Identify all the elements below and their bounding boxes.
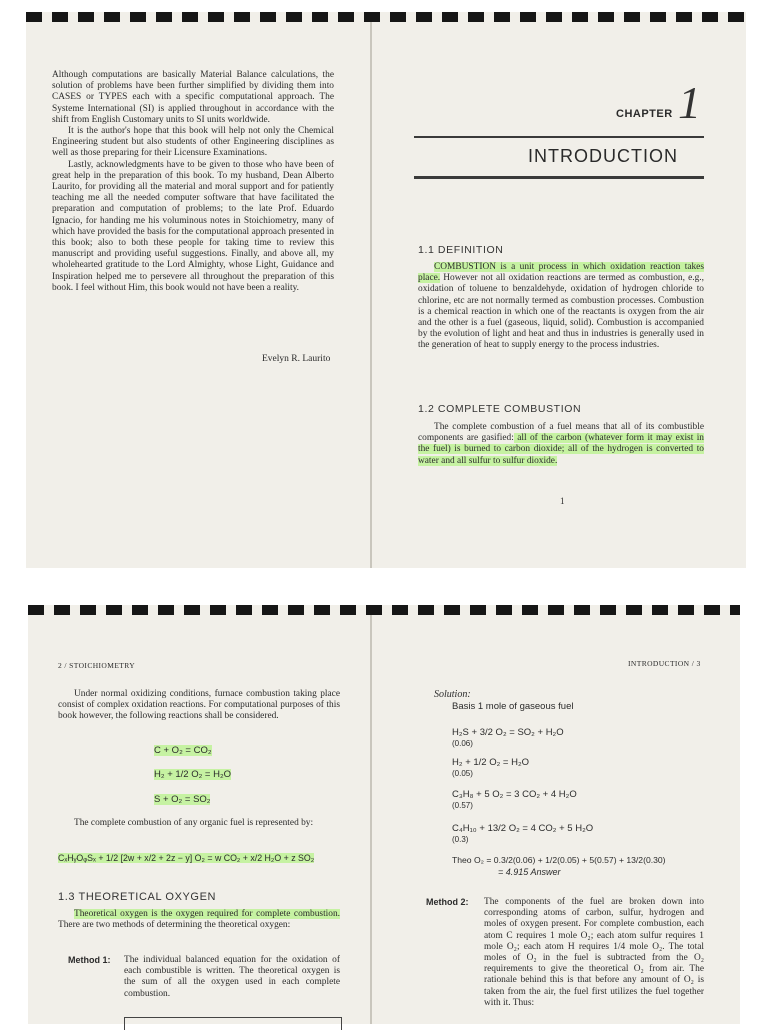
mole-fraction: (0.3) <box>452 835 469 844</box>
running-head: 2 / STOICHIOMETRY <box>58 661 136 670</box>
running-head: INTRODUCTION / 3 <box>628 659 701 668</box>
theoretical-oxygen-highlight: Theoretical oxygen is the oxygen required for complete combustion. <box>74 909 340 919</box>
preface-text <box>52 70 334 294</box>
method-1-text <box>124 955 340 1000</box>
organic-fuel-sentence: The complete combustion of any organic fuel is represented by: <box>74 818 314 828</box>
method-2-label: Method 2: <box>426 897 469 907</box>
section-complete-combustion-heading: 1.2 COMPLETE COMBUSTION <box>418 403 582 415</box>
chapter-one-page <box>372 12 746 568</box>
reaction-equation: S + O₂ = SO₂ <box>154 794 211 805</box>
method-1-label: Method 1: <box>68 955 111 965</box>
reactions-intro <box>58 689 340 723</box>
chapter-label: CHAPTER <box>616 108 673 120</box>
complete-combustion-body: The complete combustion of a fuel means that all of its combustible components are gasified: <box>418 422 704 444</box>
method-1-body: The individual balanced equation for the oxidation of each combustible is written. The theoretical oxygen is the sum of all the oxygen used in each complete combustion. <box>124 955 340 999</box>
bottom-book-spread <box>28 605 740 1024</box>
preface-page <box>26 12 370 568</box>
solution-equation: C₃H₈ + 5 O₂ = 3 CO₂ + 4 H₂O <box>452 789 577 800</box>
complete-combustion-highlight: all of the carbon (whatever form it may exist in the fuel) is burned to carbon dioxide; all of the hydrogen is converted to water and all sulfur to sulfur dioxide. <box>418 433 704 466</box>
mole-fraction: (0.05) <box>452 769 473 778</box>
definition-highlight: COMBUSTION is a unit process in which oxidation reaction takes place. <box>418 262 704 284</box>
organic-combustion-equation: CₓHᵧOᵩSₓ + 1/2 [2w + x/2 + 2z − y] O₂ = w CO₂ + x/2 H₂O + z SO₂ <box>58 853 315 863</box>
method-2-body: The components of the fuel are broken down into corresponding atoms of carbon, sulfur, hydrogen and moles of oxygen present. For complete combustion, each atom C requires 1 mole O₂; each atom sulfur requires 1 mole O₂; each atom H requires 1/4 mole O₂. The total moles of O₂ in the fuel is subtracted from the O₂ requirements to give the theoretical O₂ from air. The rationale behind this is that before any amount of O₂ is taken from the air, the fuel first utilizes the fuel together with it. Thus: <box>484 897 704 1008</box>
section-definition-heading: 1.1 DEFINITION <box>418 244 504 256</box>
preface-paragraph: Although computations are basically Material Balance calculations, the solution of problems have been further simplified by dividing them into CASES or TYPES each with a specific computational approach. The Systeme International (SI) is applied throughout in accordance with the shift from English Customary units to SI units worldwide. <box>52 70 334 125</box>
stoichiometry-page <box>28 605 370 1024</box>
complete-combustion-text <box>418 422 704 467</box>
solution-page <box>372 605 740 1024</box>
solution-equation: C₄H₁₀ + 13/2 O₂ = 4 CO₂ + 5 H₂O <box>452 823 594 834</box>
definition-text <box>418 262 704 352</box>
solution-equation: H₂S + 3/2 O₂ = SO₂ + H₂O <box>452 727 564 738</box>
definition-body: However not all oxidation reactions are termed as combustion, e.g., oxidation of toluene to benzaldehyde, oxidation of hydrogen chloride to chlorine, etc are not normally termed as combustion processes. Combustion is a chemical reaction in which one of the reactants is oxygen from the air and the other is a fuel (gaseous, liquid, solid). Combustion is accompanied by the evolution of light and heat and thus in industries is generally used in the generation of heat to supply energy to the process industries. <box>418 273 704 351</box>
solution-equation: H₂ + 1/2 O₂ = H₂O <box>452 757 530 768</box>
theoretical-oxygen-body: There are two methods of determining the theoretical oxygen: <box>58 920 291 931</box>
reaction-equation: C + O₂ = CO₂ <box>154 745 212 756</box>
page-number: 1 <box>560 496 565 506</box>
organic-fuel-text <box>58 818 340 829</box>
chapter-rule-top <box>414 136 704 138</box>
theoretical-oxygen-sum: Theo O₂ = 0.3/2(0.06) + 1/2(0.05) + 5(0.57) + 13/2(0.30) <box>452 855 666 865</box>
chapter-rule-bottom <box>414 176 704 179</box>
chapter-number: 1 <box>678 77 701 128</box>
theoretical-oxygen-answer: = 4.915 Answer <box>498 867 561 877</box>
reaction-equation: H₂ + 1/2 O₂ = H₂O <box>154 769 232 780</box>
method-2-text <box>484 897 704 1009</box>
mole-fraction: (0.57) <box>452 801 473 810</box>
reactions-intro-text: Under normal oxidizing conditions, furnace combustion taking place consist of complex oxidation reactions. For computational purposes of this book however, the following reactions shall be considered. <box>58 689 340 722</box>
preface-paragraph: It is the author's hope that this book will help not only the Chemical Engineering student but also students of other Engineering disciplines as well as those preparing for their Licensure Examinations. <box>52 126 334 159</box>
section-theoretical-oxygen-heading: 1.3 THEORETICAL OXYGEN <box>58 891 217 903</box>
solution-basis: Basis 1 mole of gaseous fuel <box>452 701 574 712</box>
theoretical-oxygen-text <box>58 909 340 931</box>
preface-paragraph: Lastly, acknowledgments have to be given to those who have been of great help in the preparation of this book. To my husband, Dean Alberto Laurito, for providing all the material and moral support and for patiently teaching me all the needed computer software that have facilitated the preparation and computation of problems; to the late Prof. Eduardo Ignacio, for handing me his voluminous notes in Stoichiometry, many of which have provided the basis for the computational approach presented in this book; also to both these people for taking time to review this manuscript and providing useful suggestions. Finally, and above all, my wholehearted gratitude to the Lord Almighty, whose Light, Guidance and Inspiration helped me to persevere all throughout the preparation of this book. I feel without Him, this book would not have been a reality. <box>52 159 334 293</box>
mole-fraction: (0.06) <box>452 739 473 748</box>
top-book-spread <box>26 12 746 568</box>
solution-label: Solution: <box>434 689 471 700</box>
author-signature: Evelyn R. Laurito <box>262 354 331 364</box>
chapter-title: INTRODUCTION <box>528 146 678 166</box>
